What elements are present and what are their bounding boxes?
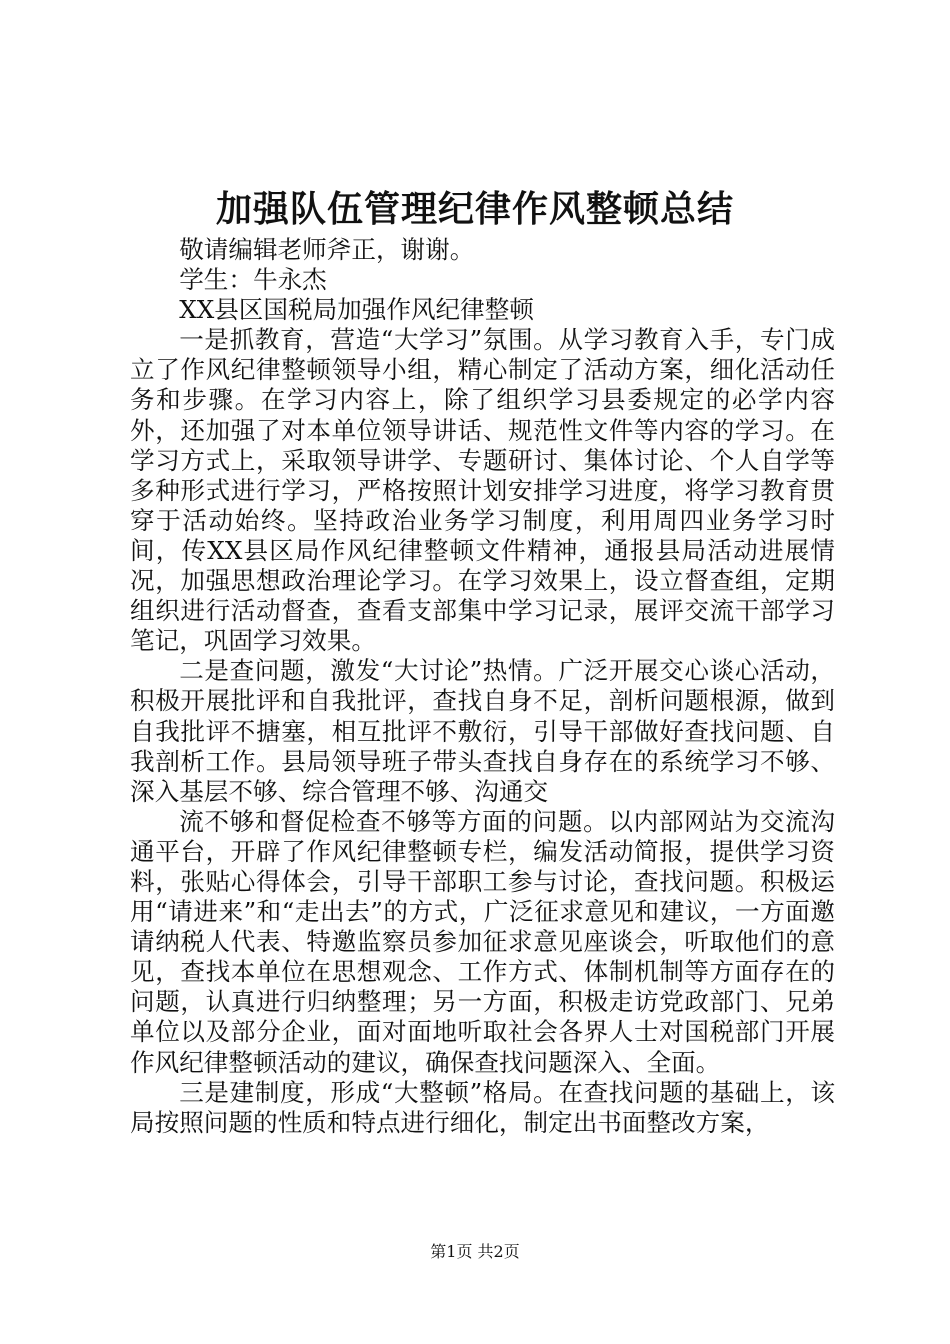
paragraph-communication: 流不够和督促检查不够等方面的问题。以内部网站为交流沟通平台，开辟了作风纪律整顿专栏，编发活动简报，提供学习资料，张贴心得体会，引导干部职工参与讨论，查找问题。积极运用“请进来”和“走出去”的方式，广泛征求意见和建议，一方面邀请纳税人代表、特邀监察员参加征求意见座谈会，听取他们的意见，查找本单位在思想观念、工作方式、体制机制等方面存在的问题，认真进行归纳整理；另一方面，积极走访党政部门、兄弟单位以及部分企业，面对面地听取社会各界人士对国税部门开展作风纪律整顿活动的建议，确保查找问题深入、全面。 (130, 806, 835, 1077)
paragraph-subtitle: XX县区国税局加强作风纪律整顿 (179, 295, 534, 325)
document-title: 加强队伍管理纪律作风整顿总结 (215, 188, 734, 230)
paragraph-editor-note: 敬请编辑老师斧正，谢谢。 (179, 235, 475, 264)
paragraph-system: 三是建制度，形成“大整顿”格局。在查找问题的基础上，该局按照问题的性质和特点进行细化，制定出书面整改方案， (130, 1077, 835, 1137)
paragraph-student: 学生：牛永杰 (179, 265, 327, 295)
document-body (130, 235, 835, 1138)
page-number: 第1页 共2页 (430, 1242, 520, 1261)
paragraph-education: 一是抓教育，营造“大学习”氛围。从学习教育入手，专门成立了作风纪律整顿领导小组，精心制定了活动方案，细化活动任务和步骤。在学习内容上，除了组织学习县委规定的必学内容外，还加强了对本单位领导讲话、规范性文件等内容的学习。在学习方式上，采取领导讲学、专题研讨、集体讨论、个人自学等多种形式进行学习，严格按照计划安排学习进度，将学习教育贯穿于活动始终。坚持政治业务学习制度，利用周四业务学习时间，传XX县区局作风纪律整顿文件精神，通报县局活动进展情况，加强思想政治理论学习。在学习效果上，设立督查组，定期组织进行活动督查，查看支部集中学习记录，展评交流干部学习笔记，巩固学习效果。 (130, 325, 835, 656)
paragraph-problems: 二是查问题，激发“大讨论”热情。广泛开展交心谈心活动，积极开展批评和自我批评，查找自身不足，剖析问题根源，做到自我批评不搪塞，相互批评不敷衍，引导干部做好查找问题、自我剖析工作。县局领导班子带头查找自身存在的系统学习不够、深入基层不够、综合管理不够、沟通交 (130, 656, 835, 806)
